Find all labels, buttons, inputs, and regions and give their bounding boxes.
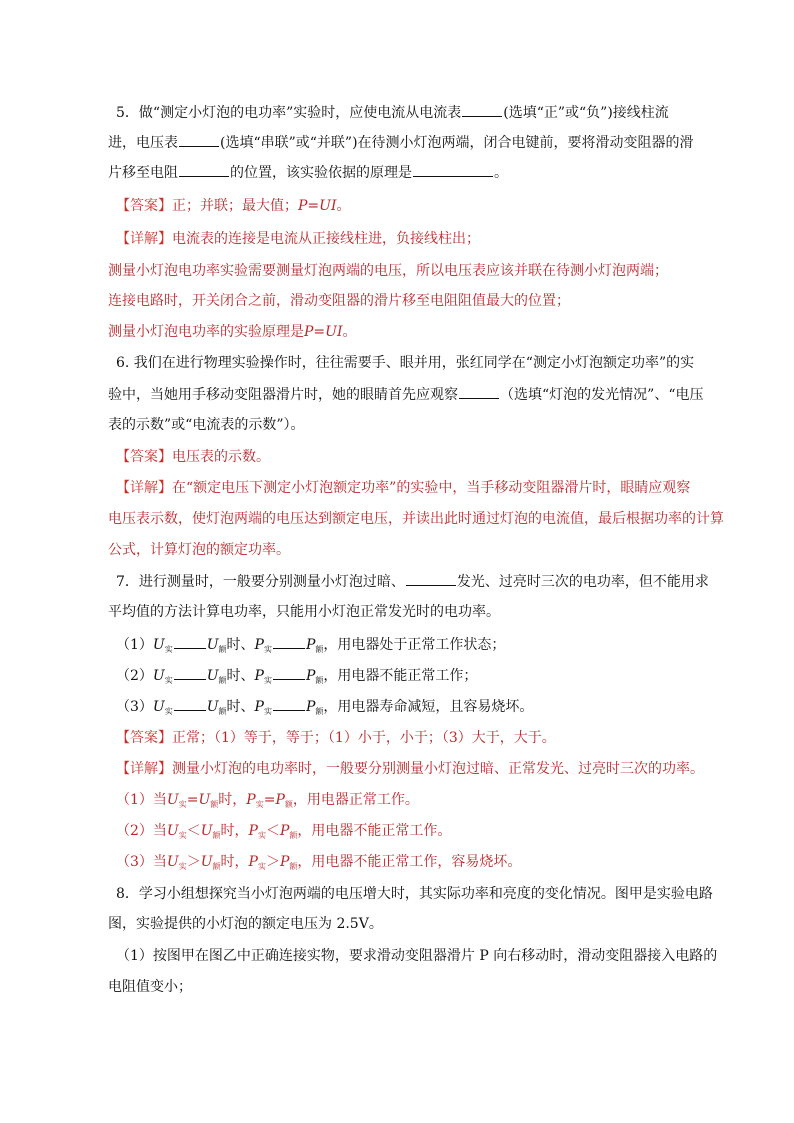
q8-line-1: 8．学习小组想探究当小灯泡两端的电压增大时，其实际功率和亮度的变化情况。图甲是实验电路 (116, 886, 713, 902)
subscript: 实 (257, 831, 266, 840)
subscript: 实 (178, 862, 187, 871)
answer-blank (273, 634, 305, 649)
q5-text: 的位置，该实验依据的原理是 (230, 165, 412, 181)
subscript: 实 (178, 831, 187, 840)
item-number: （3） (116, 699, 153, 715)
subscript: 实 (263, 707, 272, 716)
q5-line-2 (108, 132, 794, 153)
symbol-u: U (198, 792, 211, 808)
q6-text: （选填“灯泡的发光情况”、“电压 (500, 387, 704, 403)
answer-blank (462, 102, 502, 117)
q5-text: 片移至电阻 (108, 165, 178, 181)
q6-answer (116, 447, 794, 467)
q8-line-4: 电阻值变小； (108, 979, 192, 995)
q5-detail-1 (116, 229, 794, 249)
symbol-u: U (166, 823, 179, 839)
subscript: 额 (218, 707, 227, 716)
answer-text: 正常；（1）等于，等于；（1）小于，小于；（3）大于，大于。 (172, 730, 556, 746)
subscript: 实 (178, 800, 187, 809)
subscript: 实 (263, 645, 272, 654)
symbol-u: U (152, 637, 165, 653)
q5-text: (选填“正”或“负”)接线柱流 (503, 105, 669, 121)
detail-text: ，用电器正常工作。 (292, 792, 419, 808)
subscript: 额 (212, 862, 221, 871)
symbol-p: P (305, 637, 316, 653)
symbol-p: P (254, 668, 264, 684)
detail-text: （2）当 (116, 823, 167, 839)
detail-text: 电流表的连接是电流从正接线柱进，负接线柱出； (172, 231, 480, 247)
q5-detail-3: 连接电路时，开关闭合之前，滑动变阻器的滑片移至电阻阻值最大的位置； (108, 293, 570, 309)
answer-label: 【答案】 (116, 730, 172, 746)
symbol-p: P (248, 823, 258, 839)
q7-detail-3 (116, 821, 794, 846)
detail-text: ，用电器不能正常工作，容易烧坏。 (297, 854, 522, 870)
operator: ＞ (265, 854, 280, 870)
q5-text: 进，电压表 (108, 135, 178, 151)
symbol-u: U (206, 668, 219, 684)
symbol-u: U (206, 699, 219, 715)
detail-text: （1）当 (116, 792, 167, 808)
symbol-u: U (206, 637, 219, 653)
subscript: 额 (210, 800, 219, 809)
symbol-p: P (275, 792, 285, 808)
detail-text: 测量小灯泡电功率的实验原理是 (108, 324, 304, 340)
detail-label: 【详解】 (116, 231, 172, 247)
q7-text: ，用电器寿命减短，且容易烧坏。 (323, 699, 534, 715)
answer-blank (174, 665, 206, 680)
operator: = (263, 792, 276, 808)
q7-item-2 (116, 665, 794, 691)
answer-blank (273, 696, 305, 711)
subscript: 实 (164, 707, 173, 716)
detail-text: （3）当 (116, 854, 167, 870)
q5-detail-2: 测量小灯泡电功率实验需要测量灯泡两端的电压，所以电压表应该并联在待测小灯泡两端； (108, 263, 668, 279)
answer-blank (273, 665, 305, 680)
symbol-u: U (166, 792, 179, 808)
q5-text: (选填“串联”或“并联”)在待测小灯泡两端，闭合电键前，要将滑动变阻器的滑 (220, 135, 694, 151)
symbol-u: U (152, 699, 165, 715)
answer-blank (174, 696, 206, 711)
symbol-u: U (166, 854, 179, 870)
answer-label: 【答案】 (116, 198, 172, 214)
answer-blank (459, 384, 499, 399)
symbol-p: P (305, 668, 316, 684)
answer-text: 正；并联；最大值； (172, 198, 298, 214)
detail-text: 在“额定电压下测定小灯泡额定功率”的实验中，当手移动变阻器滑片时，眼睛应观察 (172, 480, 691, 496)
detail-label: 【详解】 (116, 761, 172, 777)
operator: ＞ (186, 854, 201, 870)
subscript: 额 (289, 862, 298, 871)
operator: ＜ (186, 823, 201, 839)
subscript: 实 (164, 645, 173, 654)
q6-text: 验中，当她用手移动变阻器滑片时，她的眼睛首先应观察 (108, 387, 458, 403)
answer-blank (179, 162, 229, 177)
subscript: 实 (255, 800, 264, 809)
item-number: （1） (116, 637, 153, 653)
answer-blank (179, 132, 219, 147)
q7-text: 发光、过亮时三次的电功率，但不能用求 (456, 574, 709, 590)
q6-line-1: 6. 我们在进行物理实验操作时，往往需要手、眼并用，张红同学在“测定小灯泡额定功率”的实 (116, 355, 695, 371)
detail-text: 。 (342, 324, 357, 340)
detail-text: ，用电器不能正常工作。 (297, 823, 452, 839)
answer-text: 电压表的示数。 (172, 449, 270, 465)
q7-line-1 (116, 571, 794, 592)
q5-detail-4 (108, 322, 794, 342)
symbol-p: P (246, 792, 256, 808)
symbol-u: U (200, 854, 213, 870)
q8-line-2: 图，实验提供的小灯泡的额定电压为 2.5V。 (108, 916, 383, 932)
q5-line-1 (116, 102, 794, 123)
subscript: 额 (315, 645, 324, 654)
symbol-p: P (279, 823, 290, 839)
q5-answer (116, 196, 794, 216)
q6-line-2 (108, 384, 794, 405)
q6-detail-1 (116, 478, 794, 498)
subscript: 额 (284, 800, 293, 809)
detail-text: 时， (218, 792, 247, 808)
q7-text: ，用电器处于正常工作状态； (323, 637, 506, 653)
q6-line-3: 表的示数”或“电流表的示数”）。 (108, 417, 305, 433)
symbol-p: P (279, 854, 290, 870)
answer-blank (406, 571, 456, 586)
q5-line-3 (108, 162, 794, 183)
q7-text: ，用电器不能正常工作； (323, 668, 478, 684)
detail-formula: P=UI (304, 324, 343, 340)
symbol-p: P (254, 637, 264, 653)
answer-blank (413, 162, 493, 177)
q7-text: 时、 (226, 668, 255, 684)
subscript: 实 (257, 862, 266, 871)
symbol-u: U (152, 668, 165, 684)
subscript: 额 (218, 676, 227, 685)
item-number: （2） (116, 668, 153, 684)
answer-label: 【答案】 (116, 449, 172, 465)
q5-text: 。 (494, 165, 508, 181)
q5-text: 5．做“测定小灯泡的电功率”实验时，应使电流从电流表 (116, 105, 462, 121)
q8-line-3: （1）按图甲在图乙中正确连接实物，要求滑动变阻器滑片 P 向右移动时，滑动变阻器接入电路的 (116, 948, 718, 964)
q7-text: 时、 (226, 637, 255, 653)
q7-answer (116, 728, 794, 748)
subscript: 额 (212, 831, 221, 840)
subscript: 额 (218, 645, 227, 654)
q7-detail-2 (116, 790, 794, 815)
subscript: 实 (164, 676, 173, 685)
operator: = (186, 792, 199, 808)
q7-item-1 (116, 634, 794, 660)
symbol-u: U (200, 823, 213, 839)
detail-label: 【详解】 (116, 480, 172, 496)
symbol-p: P (248, 854, 258, 870)
subscript: 额 (315, 676, 324, 685)
answer-text: 。 (336, 198, 351, 214)
subscript: 实 (263, 676, 272, 685)
detail-text: 时， (220, 823, 249, 839)
q7-detail-1 (116, 759, 794, 779)
answer-formula: P=UI (298, 198, 337, 214)
subscript: 额 (289, 831, 298, 840)
detail-text: 时， (220, 854, 249, 870)
q7-detail-4 (116, 852, 794, 877)
detail-text: 测量小灯泡的电功率时，一般要分别测量小灯泡过暗、正常发光、过亮时三次的功率。 (172, 761, 704, 777)
q7-item-3 (116, 696, 794, 722)
subscript: 额 (315, 707, 324, 716)
q7-text: 7．进行测量时，一般要分别测量小灯泡过暗、 (116, 574, 405, 590)
symbol-p: P (254, 699, 264, 715)
q7-text: 时、 (226, 699, 255, 715)
symbol-p: P (305, 699, 316, 715)
answer-blank (174, 634, 206, 649)
q7-line-2: 平均值的方法计算电功率，只能用小灯泡正常发光时的电功率。 (108, 604, 500, 620)
q6-detail-2: 电压表示数，使灯泡两端的电压达到额定电压，并读出此时通过灯泡的电流值，最后根据功率的计算 (108, 511, 724, 527)
operator: ＜ (265, 823, 280, 839)
q6-detail-3: 公式，计算灯泡的额定功率。 (108, 542, 290, 558)
